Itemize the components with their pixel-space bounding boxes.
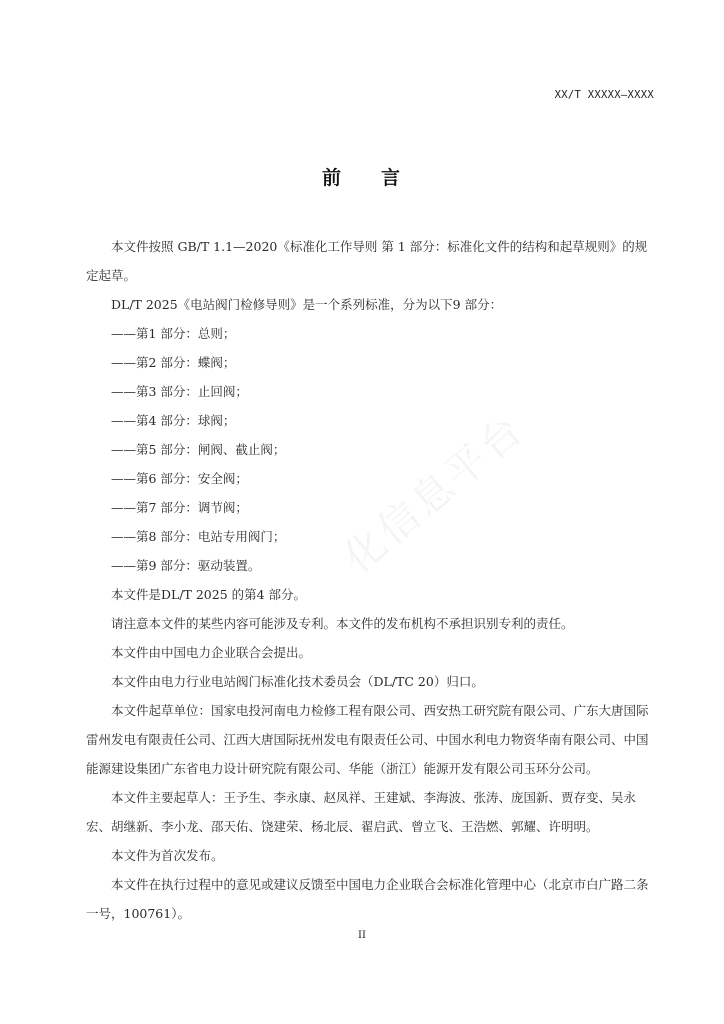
paragraph-series-intro: DL/T 2025《电站阀门检修导则》是一个系列标准，分为以下9 部分： — [111, 297, 503, 312]
paragraph-patent-notice: 请注意本文件的某些内容可能涉及专利。本文件的发布机构不承担识别专利的责任。 — [111, 616, 574, 631]
paragraph-part-number: 本文件是DL/T 2025 的第4 部分。 — [111, 587, 307, 602]
list-item: ——第4 部分：球阀； — [111, 413, 236, 428]
list-item: ——第5 部分：闸阀、截止阀； — [111, 442, 286, 457]
foreword-body — [86, 232, 656, 928]
page-title — [0, 163, 724, 190]
paragraph-proposer: 本文件由中国电力企业联合会提出。 — [111, 645, 312, 660]
list-item: ——第7 部分：调节阀； — [111, 500, 248, 515]
paragraph-drafting-rules: 本文件按照 GB/T 1.1—2020《标准化工作导则 第 1 部分：标准化文件的结构和起草规则》的规定起草。 — [86, 239, 648, 283]
title-char-1: 前 — [321, 167, 343, 189]
list-item: ——第2 部分：蝶阀； — [111, 355, 236, 370]
paragraph-drafters: 本文件主要起草人：王予生、李永康、赵凤祥、王建斌、李海波、张涛、庞国新、贾存变、吴永宏、胡继新、李小龙、邵天佑、饶建荣、杨北辰、翟启武、曾立飞、王浩燃、郭耀、许明明。 — [86, 790, 637, 834]
list-item: ——第8 部分：电站专用阀门； — [111, 529, 286, 544]
list-item: ——第6 部分：安全阀； — [111, 471, 248, 486]
title-char-2: 言 — [381, 167, 403, 189]
list-item: ——第1 部分：总则； — [111, 326, 236, 341]
page-number: II — [358, 930, 366, 941]
paragraph-first-release: 本文件为首次发布。 — [111, 848, 224, 863]
list-item: ——第9 部分：驱动装置。 — [111, 558, 261, 573]
paragraph-drafting-units: 本文件起草单位：国家电投河南电力检修工程有限公司、西安热工研究院有限公司、广东大唐国际雷州发电有限责任公司、江西大唐国际抚州发电有限责任公司、中国水利电力物资华南有限公司、中国能源建设集团广东省电力设计研究院有限公司、华能（浙江）能源开发有限公司玉环分公司。 — [86, 703, 649, 776]
paragraph-committee: 本文件由电力行业电站阀门标准化技术委员会（DL/TC 20）归口。 — [111, 674, 484, 689]
paragraph-feedback: 本文件在执行过程中的意见或建议反馈至中国电力企业联合会标准化管理中心（北京市白广路二条一号，100761）。 — [86, 877, 649, 921]
standard-code-header: XX/T XXXXX—XXXX — [554, 89, 654, 101]
list-item: ——第3 部分：止回阀； — [111, 384, 248, 399]
watermark: 化信息平台 — [335, 405, 534, 583]
